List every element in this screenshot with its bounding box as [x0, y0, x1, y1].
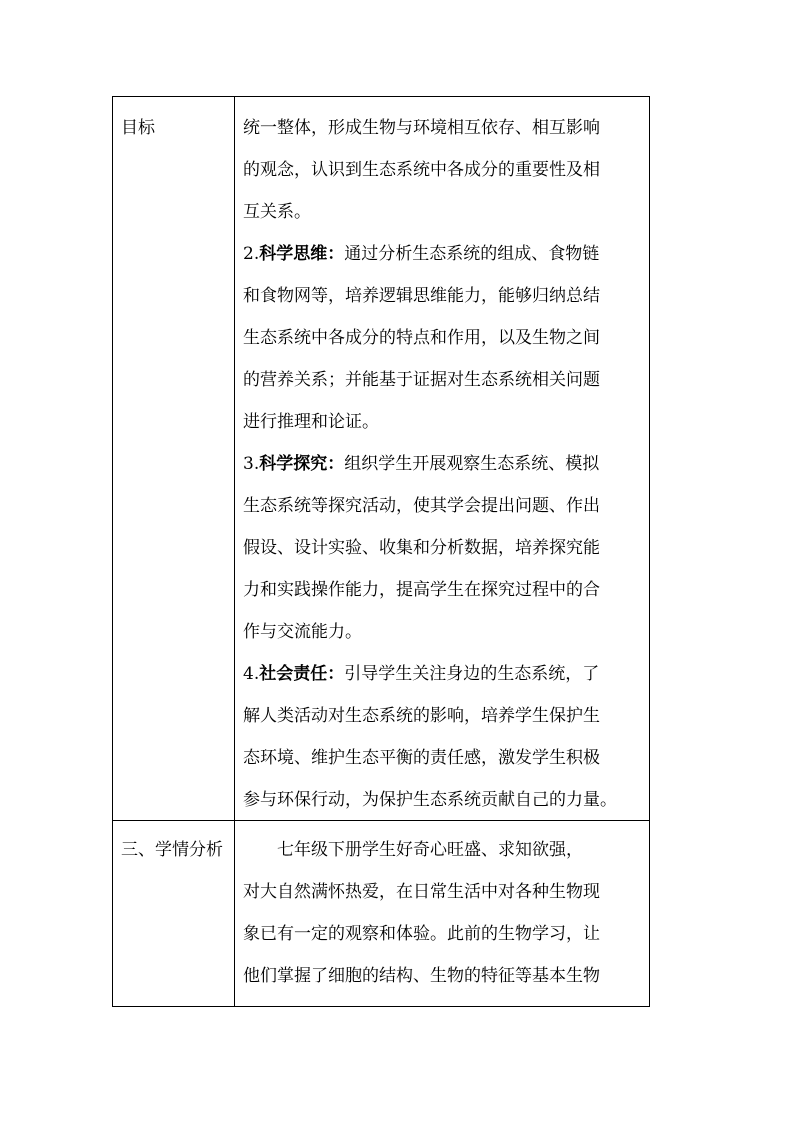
item-text: 组织学生开展观察生态系统、模拟 — [344, 454, 600, 474]
item-text: 引导学生关注身边的生态系统，了 — [344, 664, 600, 684]
item-text: 通过分析生态系统的组成、食物链 — [344, 244, 600, 264]
student-analysis-content — [243, 829, 643, 997]
item-number: 4. — [243, 664, 260, 684]
text-line: 他们掌握了细胞的结构、生物的特征等基本生物 — [243, 966, 600, 986]
item-number: 3. — [243, 454, 260, 474]
text-line: 的营养关系；并能基于证据对生态系统相关问题 — [243, 370, 600, 390]
table-row-objectives — [113, 97, 649, 821]
row-label-objectives: 目标 — [121, 118, 155, 138]
text-line: 参与环保行动，为保护生态系统贡献自己的力量。 — [243, 790, 617, 810]
text-line: 假设、设计实验、收集和分析数据，培养探究能 — [243, 538, 600, 558]
text-line — [243, 443, 643, 485]
item-title: 科学思维 — [259, 244, 328, 264]
lesson-plan-table — [112, 96, 650, 1007]
text-line: 和食物网等，培养逻辑思维能力，能够归纳总结 — [243, 286, 600, 306]
text-line: 进行推理和论证。 — [243, 412, 379, 432]
text-line: 互关系。 — [243, 202, 311, 222]
item-title: 科学探究 — [259, 454, 328, 474]
student-analysis-paragraph — [243, 829, 643, 997]
text-line: 的观念，认识到生态系统中各成分的重要性及相 — [243, 160, 600, 180]
objectives-intro — [243, 107, 643, 233]
item-colon: ： — [327, 664, 345, 684]
row-label-student-analysis: 三、学情分析 — [121, 840, 223, 860]
text-line — [243, 653, 643, 695]
item-number: 2. — [243, 244, 260, 264]
text-line: 统一整体，形成生物与环境相互依存、相互影响 — [243, 118, 600, 138]
text-line: 作与交流能力。 — [243, 622, 362, 642]
item-colon: ： — [327, 454, 345, 474]
item-colon: ： — [327, 244, 345, 264]
objective-item-social-responsibility — [243, 653, 643, 821]
item-text: 七年级下册学生好奇心旺盛、求知欲强， — [277, 840, 583, 860]
text-line: 态环境、维护生态平衡的责任感，激发学生积极 — [243, 748, 600, 768]
objective-item-scientific-inquiry — [243, 443, 643, 653]
text-line: 象已有一定的观察和体验。此前的生物学习，让 — [243, 924, 600, 944]
text-line — [243, 233, 643, 275]
objectives-content — [243, 107, 643, 821]
text-line: 解人类活动对生态系统的影响，培养学生保护生 — [243, 706, 600, 726]
objective-item-scientific-thinking — [243, 233, 643, 443]
text-line — [243, 829, 643, 871]
text-line: 力和实践操作能力，提高学生在探究过程中的合 — [243, 580, 600, 600]
text-line: 对大自然满怀热爱，在日常生活中对各种生物现 — [243, 882, 600, 902]
table-row-student-analysis — [113, 821, 649, 1006]
text-line: 生态系统中各成分的特点和作用，以及生物之间 — [243, 328, 600, 348]
item-title: 社会责任 — [259, 664, 328, 684]
text-line: 生态系统等探究活动，使其学会提出问题、作出 — [243, 496, 600, 516]
